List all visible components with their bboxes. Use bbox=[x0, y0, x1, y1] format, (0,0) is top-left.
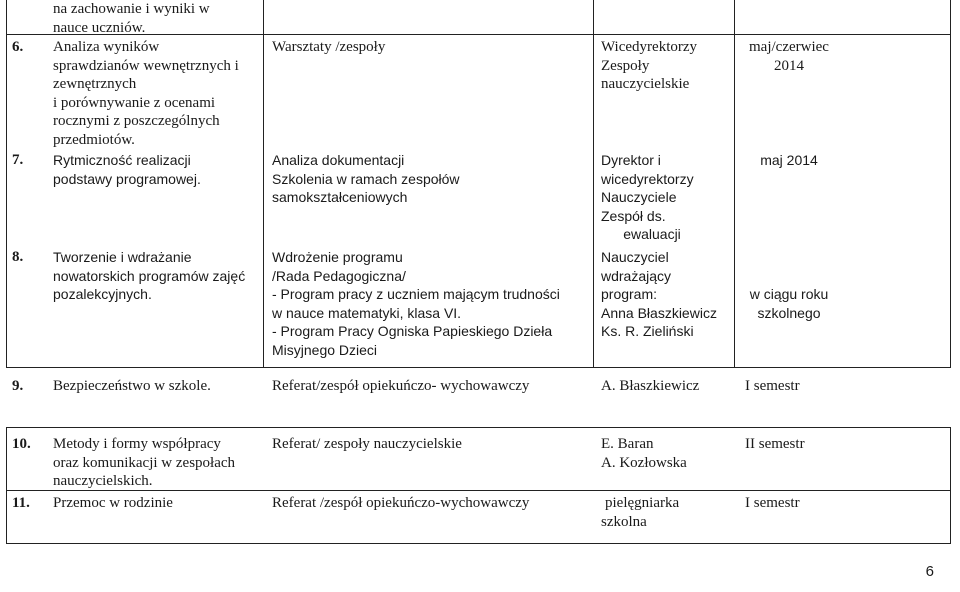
text-line: zewnętrznych bbox=[53, 76, 137, 92]
text-line: Zespół ds. bbox=[601, 207, 666, 224]
text-line: Wicedyrektorzy bbox=[601, 39, 698, 55]
row11-responsible bbox=[601, 494, 679, 531]
text-line: maj 2014 bbox=[760, 152, 818, 168]
row9-responsible: A. Błaszkiewicz bbox=[601, 378, 700, 394]
row10-form: Referat/ zespoły nauczycielskie bbox=[272, 436, 462, 452]
page-number: 6 bbox=[925, 563, 934, 580]
row11-term: I semestr bbox=[745, 495, 800, 511]
text-line: rocznymi z poszczególnych bbox=[53, 113, 220, 129]
text-line: Ks. R. Zieliński bbox=[601, 323, 694, 339]
table-row-divider bbox=[6, 367, 951, 368]
text-line: program: bbox=[601, 286, 658, 302]
row8-task bbox=[53, 248, 245, 304]
row5-task-tail bbox=[53, 0, 210, 37]
text-line: Anna Błaszkiewicz bbox=[601, 304, 717, 321]
text-line: 2014 bbox=[774, 57, 804, 74]
row8-number: 8. bbox=[12, 249, 24, 265]
text-line: Misyjnego Dzieci bbox=[272, 341, 378, 358]
text-line: sprawdzianów wewnętrznych i bbox=[53, 57, 239, 74]
text-line: i porównywanie z ocenami bbox=[53, 94, 216, 111]
row10-responsible bbox=[601, 435, 687, 472]
table-border-right bbox=[950, 0, 951, 368]
text-line: Nauczyciele bbox=[601, 189, 677, 205]
text-line: Dyrektor i bbox=[601, 152, 661, 168]
text-line: nowatorskich programów zajęć bbox=[53, 267, 246, 284]
text-line: Nauczyciel bbox=[601, 249, 669, 265]
text-line: /Rada Pedagogiczna/ bbox=[272, 267, 406, 284]
text-line: Rytmiczność realizacji bbox=[53, 152, 191, 168]
text-line: Wdrożenie programu bbox=[272, 249, 403, 265]
text-line: przedmiotów. bbox=[53, 131, 135, 148]
row10-task bbox=[53, 435, 235, 491]
text-line: szkolna bbox=[601, 513, 647, 530]
row11-form: Referat /zespół opiekuńczo-wychowawczy bbox=[272, 495, 530, 511]
text-line: w nauce matematyki, klasa VI. bbox=[272, 304, 462, 321]
row6-form bbox=[272, 38, 385, 57]
row6-number: 6. bbox=[12, 39, 24, 55]
row10-number: 10. bbox=[12, 436, 31, 452]
text-line: Tworzenie i wdrażanie bbox=[53, 249, 192, 265]
table-border-left bbox=[6, 0, 7, 368]
text-line: oraz komunikacji w zespołach bbox=[53, 454, 236, 471]
row8-term bbox=[735, 285, 843, 322]
text-line: Warsztaty /zespoły bbox=[272, 39, 386, 55]
text-line: A. Kozłowska bbox=[601, 454, 687, 471]
row8-responsible bbox=[601, 248, 717, 341]
row7-form bbox=[272, 151, 460, 207]
row6-term bbox=[735, 38, 843, 75]
row10-term: II semestr bbox=[745, 436, 805, 452]
text-line: wdrażający bbox=[601, 267, 672, 284]
row9-term: I semestr bbox=[745, 378, 800, 394]
text-line: podstawy programowej. bbox=[53, 170, 201, 187]
table-row-divider bbox=[6, 427, 951, 428]
table-col-divider bbox=[263, 0, 264, 368]
text-line: maj/czerwiec bbox=[749, 39, 829, 55]
table-border-right bbox=[950, 427, 951, 544]
text-line: na zachowanie i wyniki w bbox=[53, 1, 210, 17]
row8-form bbox=[272, 248, 560, 359]
text-line: nauce uczniów. bbox=[53, 19, 146, 36]
table-border-left bbox=[6, 427, 7, 544]
text-line: nauczycielskie bbox=[601, 76, 690, 92]
row7-responsible bbox=[594, 151, 710, 244]
text-line: ewaluacji bbox=[623, 226, 681, 242]
text-line: Szkolenia w ramach zespołów bbox=[272, 170, 460, 187]
row7-term bbox=[735, 151, 843, 170]
text-line: pielęgniarka bbox=[605, 495, 680, 511]
text-line: - Program Pracy Ogniska Papieskiego Dzieła bbox=[272, 323, 553, 339]
row11-task: Przemoc w rodzinie bbox=[53, 495, 173, 511]
row9-number: 9. bbox=[12, 378, 24, 394]
text-line: samokształceniowych bbox=[272, 189, 408, 205]
text-line: Metody i formy współpracy bbox=[53, 436, 221, 452]
row6-responsible bbox=[601, 38, 697, 94]
text-line: E. Baran bbox=[601, 436, 654, 452]
row9-task: Bezpieczeństwo w szkole. bbox=[53, 378, 211, 394]
text-line: nauczycielskich. bbox=[53, 473, 153, 489]
row11-number: 11. bbox=[12, 495, 30, 511]
table-row-divider bbox=[6, 543, 951, 544]
row9-form: Referat/zespół opiekuńczo- wychowawczy bbox=[272, 378, 530, 394]
text-line: pozalekcyjnych. bbox=[53, 286, 152, 302]
text-line: Analiza dokumentacji bbox=[272, 152, 405, 168]
text-line: Zespoły bbox=[601, 57, 650, 74]
text-line: wicedyrektorzy bbox=[601, 170, 694, 187]
row6-task bbox=[53, 38, 239, 149]
row7-task bbox=[53, 151, 201, 188]
text-line: szkolnego bbox=[757, 304, 821, 321]
row7-number: 7. bbox=[12, 152, 24, 168]
text-line: Analiza wyników bbox=[53, 39, 160, 55]
text-line: w ciągu roku bbox=[749, 286, 829, 302]
text-line: - Program pracy z uczniem mającym trudności bbox=[272, 286, 560, 302]
